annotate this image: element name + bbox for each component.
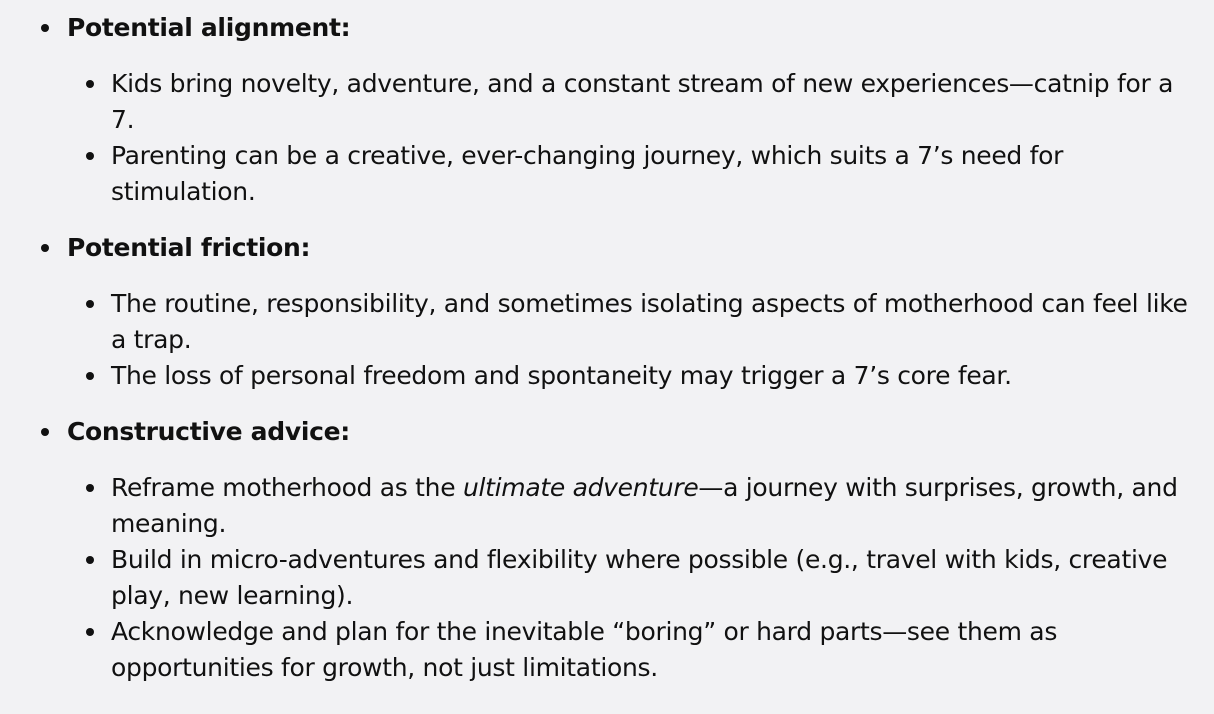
list-item xyxy=(67,614,1194,686)
list-item-text: The loss of personal freedom and spontaneity may trigger a 7’s core fear. xyxy=(111,361,1012,390)
bullet-icon xyxy=(41,24,49,32)
section-heading: Potential friction: xyxy=(67,233,311,262)
list-item xyxy=(67,286,1194,358)
emphasis-text: ultimate adventure xyxy=(462,473,699,502)
list-item xyxy=(67,138,1194,210)
bullet-icon xyxy=(86,300,94,308)
list-item xyxy=(67,542,1194,614)
list-item-text: Kids bring novelty, adventure, and a constant stream of new experiences—catnip for a 7. xyxy=(111,69,1174,134)
bullet-icon xyxy=(86,152,94,160)
advice-list xyxy=(39,10,1194,686)
section-items xyxy=(67,286,1194,394)
bullet-icon xyxy=(86,484,94,492)
section-heading: Constructive advice: xyxy=(67,417,350,446)
bullet-icon xyxy=(86,628,94,636)
list-item-text-post: —a journey with surprises, growth, and meaning. xyxy=(111,473,1178,538)
bullet-icon xyxy=(86,556,94,564)
bullet-icon xyxy=(86,372,94,380)
list-item-text: The routine, responsibility, and sometimes isolating aspects of motherhood can feel like a trap. xyxy=(111,289,1188,354)
section-potential-friction xyxy=(39,230,1194,394)
section-potential-alignment xyxy=(39,10,1194,210)
list-item xyxy=(67,358,1194,394)
section-items xyxy=(67,470,1194,686)
list-item-text: Acknowledge and plan for the inevitable “boring” or hard parts—see them as opportunities for growth, not just limitations. xyxy=(111,617,1058,682)
section-constructive-advice xyxy=(39,414,1194,686)
section-heading: Potential alignment: xyxy=(67,13,351,42)
list-item-text-pre: Reframe motherhood as the xyxy=(111,473,463,502)
bullet-icon xyxy=(41,244,49,252)
list-item xyxy=(67,66,1194,138)
bullet-icon xyxy=(41,428,49,436)
list-item-text: Parenting can be a creative, ever-changing journey, which suits a 7’s need for stimulation. xyxy=(111,141,1064,206)
list-item-text: Build in micro-adventures and flexibility where possible (e.g., travel with kids, creative play, new learning). xyxy=(111,545,1168,610)
bullet-icon xyxy=(86,80,94,88)
list-item xyxy=(67,470,1194,542)
section-items xyxy=(67,66,1194,210)
